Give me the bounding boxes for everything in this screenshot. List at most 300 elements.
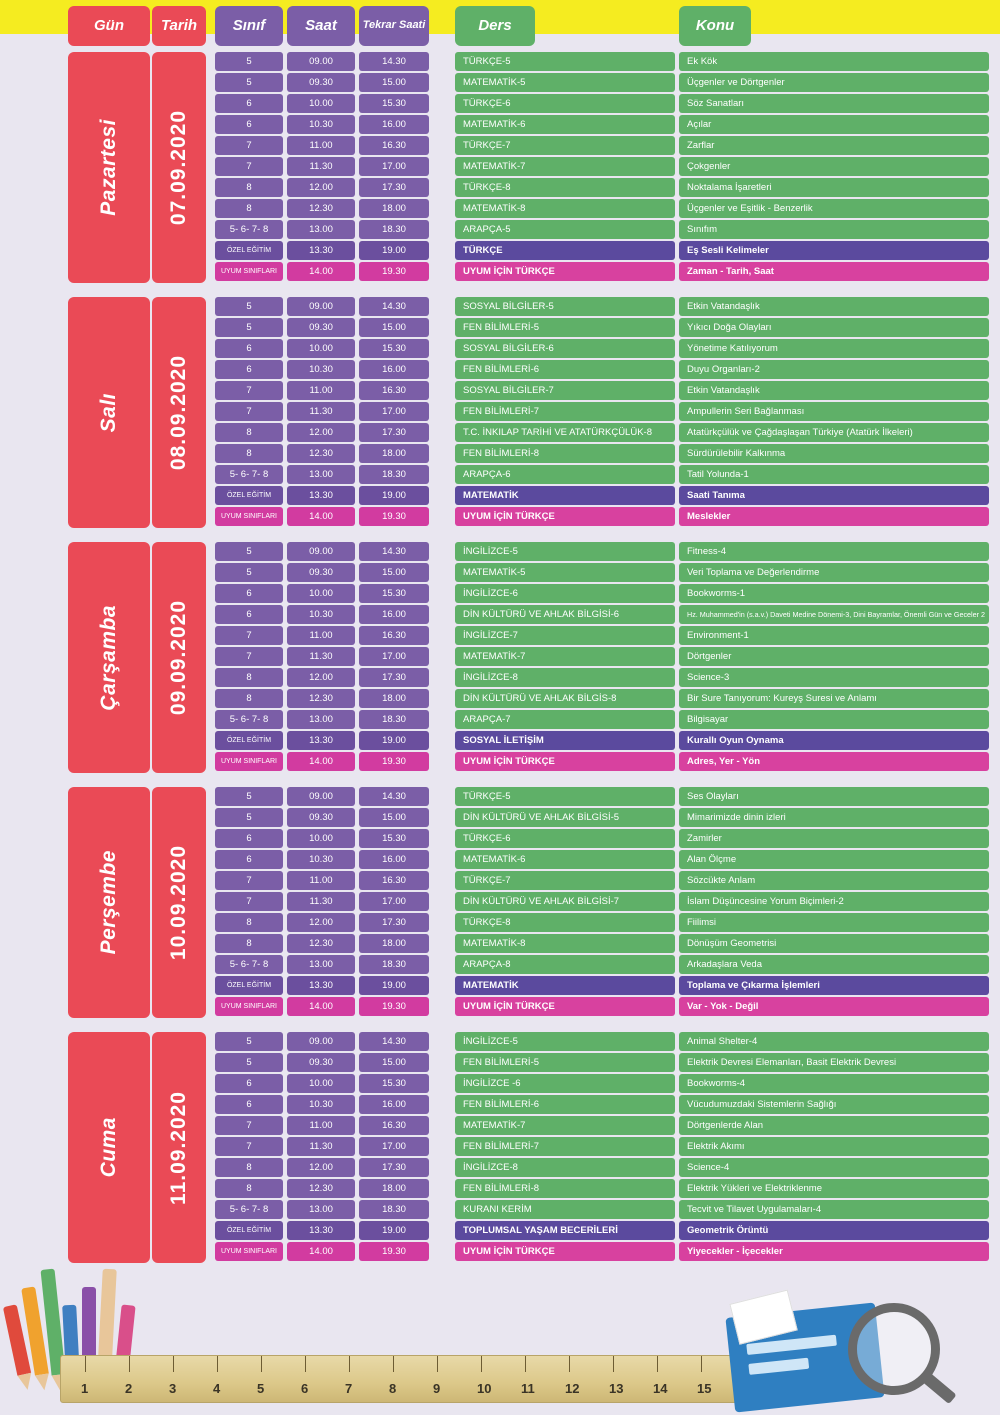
repeat-time-cell: 16.30 [359, 626, 429, 645]
topic-cell: Adres, Yer - Yön [679, 752, 989, 771]
table-row [0, 710, 1000, 729]
lesson-cell: SOSYAL BİLGİLER-6 [455, 339, 675, 358]
lesson-cell: MATEMATİK [455, 976, 675, 995]
repeat-time-cell: 19.00 [359, 1221, 429, 1240]
repeat-time-cell: 14.30 [359, 52, 429, 71]
class-cell: 5 [215, 52, 283, 71]
topic-cell: Elektrik Devresi Elemanları, Basit Elektrik Devresi [679, 1053, 989, 1072]
table-row [0, 465, 1000, 484]
repeat-time-cell: 18.30 [359, 955, 429, 974]
lesson-cell: MATEMATİK-8 [455, 199, 675, 218]
lesson-cell: İNGİLİZCE-5 [455, 1032, 675, 1051]
topic-cell: Science-3 [679, 668, 989, 687]
lesson-cell: KURANI KERİM [455, 1200, 675, 1219]
day-group [0, 297, 1000, 528]
time-cell: 13.00 [287, 1200, 355, 1219]
repeat-time-cell: 17.00 [359, 402, 429, 421]
time-cell: 11.30 [287, 157, 355, 176]
time-cell: 09.00 [287, 52, 355, 71]
topic-cell: Alan Ölçme [679, 850, 989, 869]
bottom-decoration [0, 1255, 1000, 1415]
topic-cell: İslam Düşüncesine Yorum Biçimleri-2 [679, 892, 989, 911]
class-cell: 5 [215, 73, 283, 92]
day-name-label: Pazartesi [97, 119, 120, 216]
repeat-time-cell: 19.30 [359, 262, 429, 281]
time-cell: 09.00 [287, 1032, 355, 1051]
lesson-cell: MATEMATİK [455, 486, 675, 505]
time-cell: 12.30 [287, 1179, 355, 1198]
class-cell: ÖZEL EĞİTİM [215, 486, 283, 505]
topic-cell: Geometrik Örüntü [679, 1221, 989, 1240]
class-cell: UYUM SINIFLARI [215, 997, 283, 1016]
topic-cell: Üçgenler ve Eşitlik - Benzerlik [679, 199, 989, 218]
lesson-cell: UYUM İÇİN TÜRKÇE [455, 1242, 675, 1261]
topic-cell: Etkin Vatandaşlık [679, 297, 989, 316]
table-row [0, 976, 1000, 995]
time-cell: 09.30 [287, 73, 355, 92]
topic-cell: Noktalama İşaretleri [679, 178, 989, 197]
time-cell: 10.30 [287, 360, 355, 379]
topic-cell: Ses Olayları [679, 787, 989, 806]
time-cell: 13.00 [287, 955, 355, 974]
table-row [0, 381, 1000, 400]
topic-cell: Bookworms-4 [679, 1074, 989, 1093]
table-row [0, 444, 1000, 463]
class-cell: 8 [215, 913, 283, 932]
topic-cell: Meslekler [679, 507, 989, 526]
table-row [0, 668, 1000, 687]
topic-cell: Elektrik Yükleri ve Elektriklenme [679, 1179, 989, 1198]
repeat-time-cell: 19.30 [359, 507, 429, 526]
header-cell-1: Tarih [152, 6, 206, 46]
topic-cell: Zamirler [679, 829, 989, 848]
class-cell: 6 [215, 339, 283, 358]
topic-cell: Veri Toplama ve Değerlendirme [679, 563, 989, 582]
topic-cell: Dönüşüm Geometrisi [679, 934, 989, 953]
topic-cell: Yiyecekler - İçecekler [679, 1242, 989, 1261]
repeat-time-cell: 17.30 [359, 178, 429, 197]
class-cell: 7 [215, 1137, 283, 1156]
lesson-cell: TÜRKÇE-6 [455, 829, 675, 848]
topic-cell: Animal Shelter-4 [679, 1032, 989, 1051]
book-illustration [725, 1302, 884, 1412]
repeat-time-cell: 18.00 [359, 934, 429, 953]
ruler-tick [393, 1356, 394, 1372]
topic-cell: Duyu Organları-2 [679, 360, 989, 379]
repeat-time-cell: 16.00 [359, 605, 429, 624]
repeat-time-cell: 18.30 [359, 710, 429, 729]
time-cell: 13.30 [287, 1221, 355, 1240]
table-row [0, 1032, 1000, 1051]
class-cell: 5 [215, 1053, 283, 1072]
class-cell: 6 [215, 850, 283, 869]
time-cell: 09.00 [287, 787, 355, 806]
time-cell: 12.00 [287, 1158, 355, 1177]
repeat-time-cell: 14.30 [359, 297, 429, 316]
lesson-cell: FEN BİLİMLERİ-6 [455, 1095, 675, 1114]
time-cell: 14.00 [287, 262, 355, 281]
topic-cell: Environment-1 [679, 626, 989, 645]
topic-cell: Hz. Muhammed'in (s.a.v.) Daveti Medine Dönemi-3, Dini Bayramlar, Önemli Gün ve Geceler 2 [679, 605, 989, 624]
class-cell: 5 [215, 563, 283, 582]
open-book-page [729, 1289, 797, 1344]
class-cell: 8 [215, 444, 283, 463]
header-cell-3: Saat [287, 6, 355, 46]
class-cell: 7 [215, 626, 283, 645]
repeat-time-cell: 18.00 [359, 689, 429, 708]
topic-cell: Sürdürülebilir Kalkınma [679, 444, 989, 463]
topic-cell: Fitness-4 [679, 542, 989, 561]
table-row [0, 752, 1000, 771]
class-cell: 7 [215, 892, 283, 911]
ruler-number: 8 [389, 1381, 397, 1396]
table-row [0, 563, 1000, 582]
pencil-icon [114, 1304, 135, 1375]
topic-cell: Var - Yok - Değil [679, 997, 989, 1016]
table-row [0, 829, 1000, 848]
time-cell: 14.00 [287, 752, 355, 771]
topic-cell: Bilgisayar [679, 710, 989, 729]
time-cell: 13.00 [287, 710, 355, 729]
lesson-cell: ARAPÇA-5 [455, 220, 675, 239]
ruler-tick [525, 1356, 526, 1372]
table-row [0, 1242, 1000, 1261]
topic-cell: Atatürkçülük ve Çağdaşlaşan Türkiye (Atatürk İlkeleri) [679, 423, 989, 442]
time-cell: 11.00 [287, 626, 355, 645]
day-name-label: Cuma [97, 1117, 120, 1178]
time-cell: 11.30 [287, 1137, 355, 1156]
table-row [0, 808, 1000, 827]
topic-cell: Zarflar [679, 136, 989, 155]
repeat-time-cell: 17.30 [359, 913, 429, 932]
day-group [0, 542, 1000, 773]
topic-cell: Etkin Vatandaşlık [679, 381, 989, 400]
table-row [0, 626, 1000, 645]
table-row [0, 423, 1000, 442]
book-band-1 [746, 1335, 837, 1355]
ruler-tick [305, 1356, 306, 1372]
table-row [0, 605, 1000, 624]
day-group [0, 1032, 1000, 1263]
topic-cell: Bir Sure Tanıyorum: Kureyş Suresi ve Anlamı [679, 689, 989, 708]
repeat-time-cell: 19.00 [359, 731, 429, 750]
lesson-cell: MATEMATİK-5 [455, 563, 675, 582]
table-row [0, 787, 1000, 806]
lesson-cell: TÜRKÇE-7 [455, 871, 675, 890]
class-cell: 5 [215, 542, 283, 561]
table-row [0, 220, 1000, 239]
topic-cell: Eş Sesli Kelimeler [679, 241, 989, 260]
time-cell: 13.30 [287, 241, 355, 260]
time-cell: 13.00 [287, 465, 355, 484]
lesson-cell: MATEMATİK-7 [455, 1116, 675, 1135]
lesson-cell: İNGİLİZCE-7 [455, 626, 675, 645]
time-cell: 12.30 [287, 689, 355, 708]
class-cell: 5- 6- 7- 8 [215, 465, 283, 484]
repeat-time-cell: 14.30 [359, 1032, 429, 1051]
time-cell: 10.30 [287, 115, 355, 134]
ruler-number: 13 [609, 1381, 624, 1396]
class-cell: 6 [215, 94, 283, 113]
class-cell: ÖZEL EĞİTİM [215, 241, 283, 260]
table-row [0, 1158, 1000, 1177]
topic-cell: Mimarimizde dinin izleri [679, 808, 989, 827]
topic-cell: Vücudumuzdaki Sistemlerin Sağlığı [679, 1095, 989, 1114]
ruler-tick [173, 1356, 174, 1372]
class-cell: UYUM SINIFLARI [215, 1242, 283, 1261]
class-cell: 8 [215, 668, 283, 687]
repeat-time-cell: 15.30 [359, 1074, 429, 1093]
lesson-cell: UYUM İÇİN TÜRKÇE [455, 997, 675, 1016]
ruler-tick [217, 1356, 218, 1372]
time-cell: 09.30 [287, 808, 355, 827]
time-cell: 10.30 [287, 850, 355, 869]
time-cell: 13.30 [287, 731, 355, 750]
lesson-cell: UYUM İÇİN TÜRKÇE [455, 752, 675, 771]
lesson-cell: MATEMATİK-5 [455, 73, 675, 92]
table-row [0, 850, 1000, 869]
ruler-tick [349, 1356, 350, 1372]
time-cell: 12.30 [287, 934, 355, 953]
time-cell: 10.30 [287, 1095, 355, 1114]
table-row [0, 318, 1000, 337]
time-cell: 09.30 [287, 318, 355, 337]
class-cell: UYUM SINIFLARI [215, 752, 283, 771]
class-cell: 8 [215, 423, 283, 442]
ruler-number: 6 [301, 1381, 309, 1396]
lesson-cell: TÜRKÇE-8 [455, 178, 675, 197]
table-row [0, 115, 1000, 134]
topic-cell: Ampullerin Seri Bağlanması [679, 402, 989, 421]
table-row [0, 1179, 1000, 1198]
lesson-cell: İNGİLİZCE-6 [455, 584, 675, 603]
repeat-time-cell: 19.00 [359, 241, 429, 260]
lesson-cell: DİN KÜLTÜRÜ VE AHLAK BİLGİSİ-5 [455, 808, 675, 827]
topic-cell: Saati Tanıma [679, 486, 989, 505]
topic-cell: Sözcükte Anlam [679, 871, 989, 890]
class-cell: 5- 6- 7- 8 [215, 220, 283, 239]
lesson-cell: TÜRKÇE-5 [455, 787, 675, 806]
time-cell: 12.00 [287, 423, 355, 442]
table-row [0, 1200, 1000, 1219]
topic-cell: Çokgenler [679, 157, 989, 176]
repeat-time-cell: 15.30 [359, 339, 429, 358]
lesson-cell: FEN BİLİMLERİ-5 [455, 1053, 675, 1072]
class-cell: 7 [215, 647, 283, 666]
table-row [0, 94, 1000, 113]
topic-cell: Üçgenler ve Dörtgenler [679, 73, 989, 92]
repeat-time-cell: 18.00 [359, 199, 429, 218]
class-cell: 7 [215, 1116, 283, 1135]
table-row [0, 871, 1000, 890]
date-label: 09.09.2020 [167, 599, 190, 716]
lesson-cell: TÜRKÇE-8 [455, 913, 675, 932]
pencil-icon [82, 1287, 96, 1375]
time-cell: 14.00 [287, 507, 355, 526]
time-cell: 11.00 [287, 871, 355, 890]
repeat-time-cell: 17.00 [359, 157, 429, 176]
ruler-tick [613, 1356, 614, 1372]
table-row [0, 955, 1000, 974]
class-cell: 6 [215, 605, 283, 624]
lesson-cell: FEN BİLİMLERİ-8 [455, 444, 675, 463]
repeat-time-cell: 19.00 [359, 976, 429, 995]
class-cell: 5 [215, 297, 283, 316]
lesson-cell: FEN BİLİMLERİ-7 [455, 1137, 675, 1156]
repeat-time-cell: 17.00 [359, 647, 429, 666]
time-cell: 09.30 [287, 563, 355, 582]
table-header [0, 6, 1000, 50]
lesson-cell: DİN KÜLTÜRÜ VE AHLAK BİLGİSİ-7 [455, 892, 675, 911]
topic-cell: Ek Kök [679, 52, 989, 71]
table-row [0, 934, 1000, 953]
class-cell: 5 [215, 318, 283, 337]
class-cell: 8 [215, 1158, 283, 1177]
lesson-cell: İNGİLİZCE-5 [455, 542, 675, 561]
time-cell: 12.30 [287, 444, 355, 463]
pencil-icon [97, 1269, 117, 1376]
repeat-time-cell: 19.30 [359, 1242, 429, 1261]
table-row [0, 241, 1000, 260]
table-row [0, 647, 1000, 666]
repeat-time-cell: 17.30 [359, 1158, 429, 1177]
repeat-time-cell: 15.00 [359, 1053, 429, 1072]
class-cell: 6 [215, 829, 283, 848]
class-cell: 7 [215, 381, 283, 400]
ruler-number: 5 [257, 1381, 265, 1396]
date-label: 08.09.2020 [167, 354, 190, 471]
lesson-cell: FEN BİLİMLERİ-6 [455, 360, 675, 379]
ruler-number: 2 [125, 1381, 133, 1396]
topic-cell: Açılar [679, 115, 989, 134]
topic-cell: Söz Sanatları [679, 94, 989, 113]
time-cell: 10.00 [287, 339, 355, 358]
time-cell: 14.00 [287, 1242, 355, 1261]
time-cell: 11.00 [287, 136, 355, 155]
time-cell: 12.00 [287, 913, 355, 932]
ruler-tick [481, 1356, 482, 1372]
table-row [0, 136, 1000, 155]
repeat-time-cell: 16.30 [359, 381, 429, 400]
repeat-time-cell: 17.00 [359, 1137, 429, 1156]
time-cell: 11.30 [287, 402, 355, 421]
class-cell: 5 [215, 1032, 283, 1051]
repeat-time-cell: 16.00 [359, 115, 429, 134]
pencil-icon [3, 1304, 31, 1375]
class-cell: 5- 6- 7- 8 [215, 1200, 283, 1219]
lesson-cell: DİN KÜLTÜRÜ VE AHLAK BİLGİS-8 [455, 689, 675, 708]
repeat-time-cell: 19.30 [359, 997, 429, 1016]
day-name-label: Salı [97, 392, 120, 433]
table-row [0, 73, 1000, 92]
time-cell: 11.30 [287, 892, 355, 911]
time-cell: 12.00 [287, 668, 355, 687]
ruler-number: 10 [477, 1381, 492, 1396]
repeat-time-cell: 15.30 [359, 829, 429, 848]
lesson-cell: ARAPÇA-7 [455, 710, 675, 729]
topic-cell: Elektrik Akımı [679, 1137, 989, 1156]
class-cell: 8 [215, 199, 283, 218]
time-cell: 11.00 [287, 381, 355, 400]
lesson-cell: TÜRKÇE-7 [455, 136, 675, 155]
day-name-label: Çarşamba [97, 604, 120, 711]
lesson-cell: SOSYAL BİLGİLER-7 [455, 381, 675, 400]
ruler-tick [437, 1356, 438, 1372]
time-cell: 14.00 [287, 997, 355, 1016]
repeat-time-cell: 15.00 [359, 808, 429, 827]
repeat-time-cell: 14.30 [359, 787, 429, 806]
ruler-number: 7 [345, 1381, 353, 1396]
header-cell-6: Konu [679, 6, 751, 46]
class-cell: 8 [215, 934, 283, 953]
date-label: 11.09.2020 [167, 1090, 190, 1205]
table-row [0, 199, 1000, 218]
day-group [0, 787, 1000, 1018]
pencil-icon [40, 1269, 65, 1376]
ruler-number: 11 [521, 1381, 535, 1396]
lesson-cell: İNGİLİZCE-8 [455, 1158, 675, 1177]
table-row [0, 892, 1000, 911]
repeat-time-cell: 16.00 [359, 1095, 429, 1114]
class-cell: ÖZEL EĞİTİM [215, 1221, 283, 1240]
pencil-icon [21, 1286, 49, 1375]
ruler-number: 1 [81, 1381, 89, 1396]
table-row [0, 689, 1000, 708]
table-row [0, 262, 1000, 281]
ruler-tick [701, 1356, 702, 1372]
ruler-number: 12 [565, 1381, 580, 1396]
table-row [0, 507, 1000, 526]
lesson-cell: TOPLUMSAL YAŞAM BECERİLERİ [455, 1221, 675, 1240]
topic-cell: Toplama ve Çıkarma İşlemleri [679, 976, 989, 995]
table-row [0, 584, 1000, 603]
table-row [0, 997, 1000, 1016]
repeat-time-cell: 18.30 [359, 465, 429, 484]
lesson-cell: FEN BİLİMLERİ-8 [455, 1179, 675, 1198]
repeat-time-cell: 18.00 [359, 444, 429, 463]
repeat-time-cell: 16.00 [359, 850, 429, 869]
repeat-time-cell: 17.00 [359, 892, 429, 911]
repeat-time-cell: 17.30 [359, 423, 429, 442]
topic-cell: Dörtgenlerde Alan [679, 1116, 989, 1135]
lesson-cell: SOSYAL İLETİŞİM [455, 731, 675, 750]
table-row [0, 731, 1000, 750]
time-cell: 12.00 [287, 178, 355, 197]
lesson-cell: İNGİLİZCE -6 [455, 1074, 675, 1093]
table-row [0, 1116, 1000, 1135]
lesson-cell: İNGİLİZCE-8 [455, 668, 675, 687]
class-cell: 7 [215, 157, 283, 176]
topic-cell: Science-4 [679, 1158, 989, 1177]
lesson-cell: MATEMATİK-6 [455, 115, 675, 134]
time-cell: 09.30 [287, 1053, 355, 1072]
repeat-time-cell: 18.30 [359, 220, 429, 239]
table-row [0, 402, 1000, 421]
class-cell: 5 [215, 787, 283, 806]
repeat-time-cell: 16.30 [359, 136, 429, 155]
table-row [0, 1074, 1000, 1093]
repeat-time-cell: 17.30 [359, 668, 429, 687]
repeat-time-cell: 15.30 [359, 584, 429, 603]
ruler-number: 9 [433, 1381, 441, 1396]
class-cell: 6 [215, 584, 283, 603]
ruler-tick [261, 1356, 262, 1372]
table-row [0, 297, 1000, 316]
ruler-tick [657, 1356, 658, 1372]
repeat-time-cell: 18.30 [359, 1200, 429, 1219]
lesson-cell: MATEMATİK-7 [455, 647, 675, 666]
repeat-time-cell: 16.30 [359, 1116, 429, 1135]
